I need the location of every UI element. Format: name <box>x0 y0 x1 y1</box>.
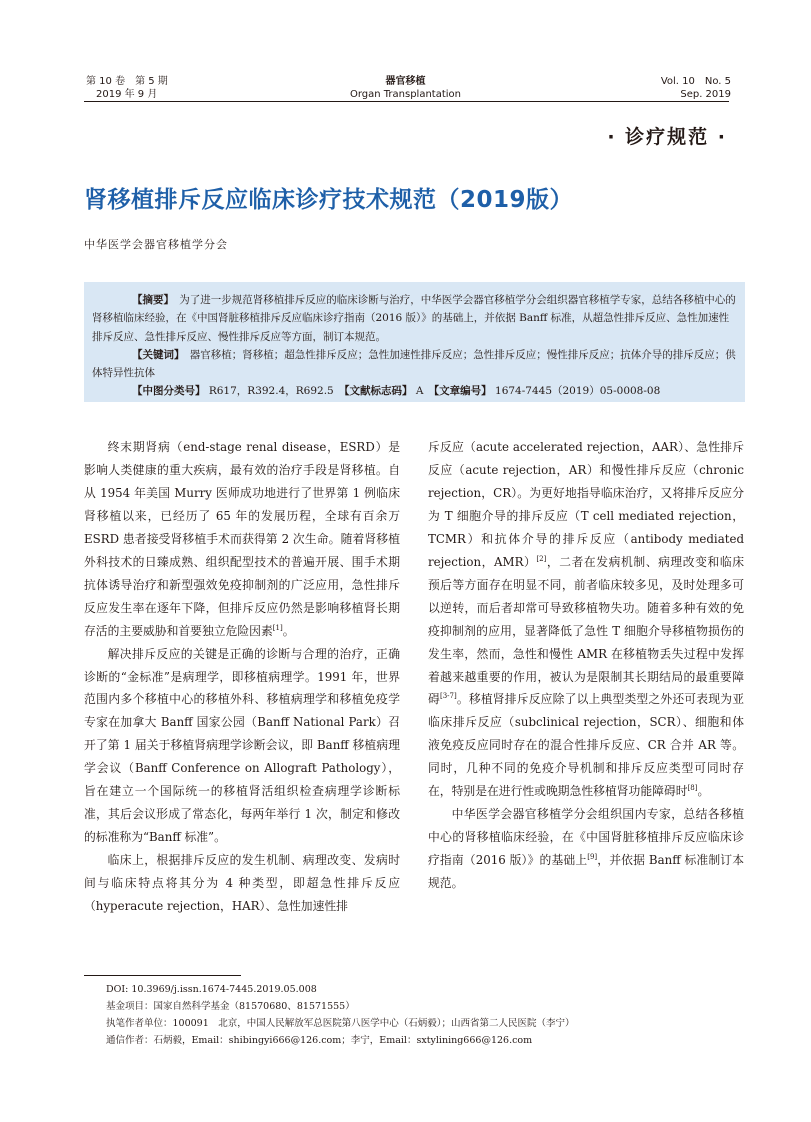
journal-volume-issue <box>86 75 168 101</box>
body-right-column <box>428 436 744 895</box>
abstract-content <box>92 291 738 401</box>
journal-volume-en <box>661 75 731 101</box>
citation: [8] <box>687 784 698 793</box>
doc-code-label: 【文献标志码】 <box>344 385 413 398</box>
body-text: 。移植肾排斥反应除了以上典型类型之外还可表现为亚临床排斥反应（subclinical rejection，SCR）、细胞和体液免疫反应同时存在的混合性排斥反应、CR 合并 AR 等。同时，几种不同的免疫介导机制和排斥反应类型可同时存在，特别是在进行性或晚期急性移植肾功能障碍时 <box>428 692 744 799</box>
keywords-text: 器官移植；肾移植；超急性排斥反应；急性加速性排斥反应；急性排斥反应；慢性排斥反应；抗体介导的排斥反应；供体特异性抗体 <box>92 348 736 380</box>
body-paragraph <box>428 436 744 803</box>
header-divider <box>84 101 729 102</box>
body-text: 斥反应（acute accelerated rejection，AAR）、急性排斥反应（acute rejection，AR）和慢性排斥反应（chronic rejection，CR）。为更好地指导临床治疗，又将排斥反应分为 T 细胞介导的排斥反应（T cell mediated rejection，TCMR）和抗体介导的排斥反应（antibody mediated rejection，AMR） <box>428 440 744 569</box>
publish-date-en: Sep. 2019 <box>680 89 731 100</box>
article-no-label: 【文章编号】 <box>433 385 492 398</box>
body-text: 。 <box>697 784 710 799</box>
journal-name-cn: 器官移植 <box>385 76 426 87</box>
article-author: 中华医学会器官移植学分会 <box>84 238 228 251</box>
section-tag: · 诊疗规范 · <box>607 126 727 148</box>
fund-text: 基金项目：国家自然科学基金（81570680、81571555） <box>106 1001 355 1012</box>
body-text: 终末期肾病（end-stage renal disease，ESRD）是影响人类健康的重大疾病，最有效的治疗手段是肾移植。自从 1954 年美国 Murry 医师成功地进行了世界第 1 例临床肾移植以来，已经历了 65 年的发展历程，全球有百余万 ESRD 患者接受肾移植手术而获得第 2 次生命。随着肾移植外科技术的日臻成熟、组织配型技术的普遍开展、围手术期抗体诱导治疗和新型强效免疫抑制剂的广泛应用，急性排斥反应发生率在逐年下降，但排斥反应仍然是影响移植肾长期存活的主要威胁和首要独立危险因素 <box>84 440 400 638</box>
clc-value: R617，R392.4，R692.5 <box>208 385 334 398</box>
body-text: ，并依据 Banff 标准制订本规范。 <box>428 853 744 891</box>
journal-name-en: Organ Transplantation <box>349 89 462 100</box>
abstract-label: 【摘要】 <box>132 294 169 306</box>
keywords-label: 【关键词】 <box>132 348 180 361</box>
corresponding-author-text: 通信作者：石炳毅，Email：shibingyi666@126.com；李宁，Email：sxtylining666@126.com <box>106 1035 533 1046</box>
keywords-paragraph <box>92 346 738 383</box>
article-no-value: 1674-7445（2019）05-0008-08 <box>495 385 661 398</box>
doi-text: DOI: 10.3969/j.issn.1674-7445.2019.05.008 <box>106 984 317 995</box>
article-title: 肾移植排斥反应临床诊疗技术规范（2019版） <box>84 187 574 213</box>
body-paragraph: 临床上，根据排斥反应的发生机制、病理改变、发病时间与临床特点将其分为 4 种类型，即超急性排斥反应（hyperacute rejection，HAR）、急性加速性排 <box>84 853 400 914</box>
citation: [9] <box>587 853 598 862</box>
abstract-box <box>84 282 745 402</box>
author-unit-text: 执笔作者单位：100091 北京，中国人民解放军总医院第八医学中心（石炳毅）；山西省第二人民医院（李宁） <box>106 1018 575 1029</box>
body-paragraph: 解决排斥反应的关键是正确的诊断与合理的治疗，正确诊断的“金标准”是病理学，即移植病理学。1991 年，世界范围内多个移植中心的移植外科、移植病理学和移植免疫学专家在加拿大 Banff 国家公园（Banff National Park）召开了第 1 届关于移植肾病理学诊断会议，即 Banff 移植病理学会议（Banff Conference on Allograft Pathology），旨在建立一个国际统一的移植肾活组织检查病理学诊断标准，其后会议形成了常态化，每两年举行 1 次，制定和修改的标准称为“Banff 标准”。 <box>84 646 400 845</box>
body-text: 中华医学会器官移植学分会组织国内专家，总结各移植中心的肾移植临床经验，在《中国肾脏移植排斥反应临床诊疗指南（2016 版）》的基础上 <box>428 807 744 868</box>
citation: [3-7] <box>439 692 457 701</box>
footnote-divider <box>84 975 241 976</box>
body-left-column <box>84 436 400 918</box>
footnotes <box>106 981 575 1049</box>
body-text: 。 <box>282 623 295 638</box>
citation: [1] <box>272 623 283 632</box>
body-paragraph <box>84 436 400 643</box>
abstract-paragraph <box>92 291 738 346</box>
volume-issue-text: 第 10 卷 第 5 期 <box>86 76 168 87</box>
volume-issue-en: Vol. 10 No. 5 <box>660 76 731 87</box>
body-text: ，二者在发病机制、病理改变和临床预后等方面存在明显不同，前者临床较多见，及时处理多可以逆转，而后者却常可导致移植物失功。随着多种有效的免疫抑制剂的应用，显著降低了急性 T 细胞介导移植物损伤的发生率，然而，急性和慢性 AMR 在移植物丢失过程中发挥着越来越重要的作用，被认为是限制其长期结局的最重要障碍 <box>428 554 744 707</box>
body-paragraph <box>428 803 744 895</box>
classification-paragraph <box>92 382 738 400</box>
abstract-text: 为了进一步规范肾移植排斥反应的临床诊断与治疗，中华医学会器官移植学分会组织器官移植学专家，总结各移植中心的肾移植临床经验，在《中国肾脏移植排斥反应临床诊疗指南（2016 版）》的基础上，并依据 Banff 标准，从超急性排斥反应、急性加速性排斥反应、急性排斥反应、慢性排斥反应等方面，制订本规范。 <box>92 294 736 343</box>
citation: [2] <box>536 554 547 563</box>
publish-date-text: 2019 年 9 月 <box>96 89 158 100</box>
clc-label: 【中图分类号】 <box>132 385 206 398</box>
journal-name <box>300 75 511 101</box>
doc-code-value: A <box>415 385 424 398</box>
